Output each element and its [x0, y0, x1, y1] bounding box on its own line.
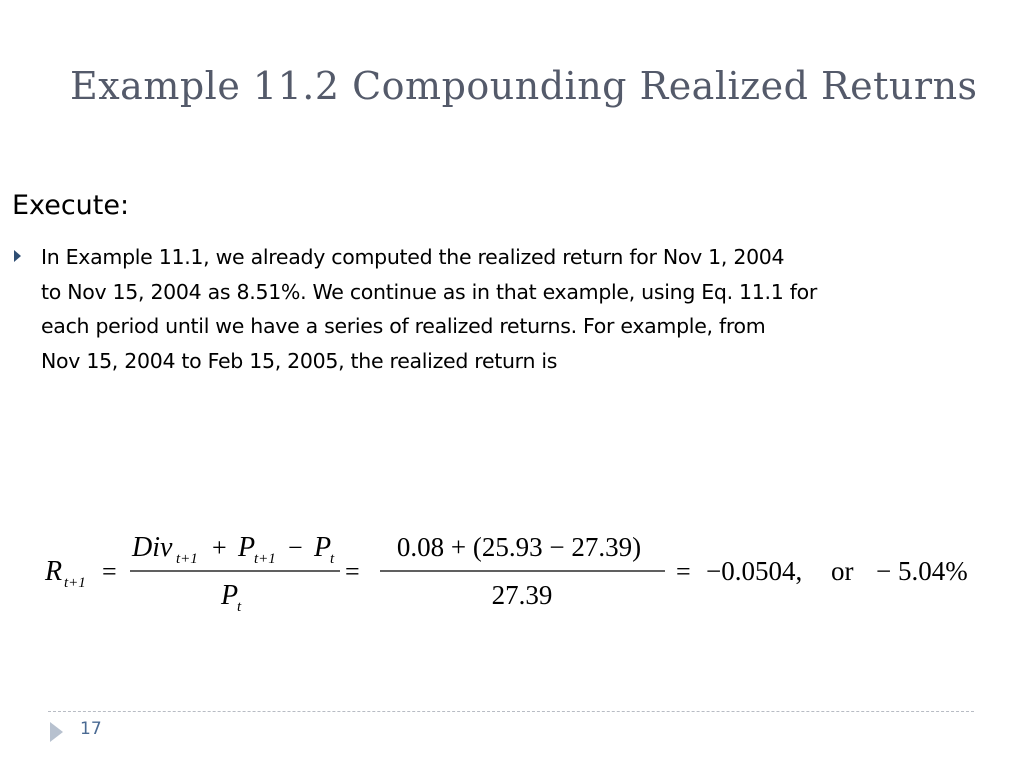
eq-value-den: 27.39 — [491, 580, 553, 610]
footer-divider — [48, 711, 974, 712]
eq-num-div: Div — [132, 532, 173, 563]
eq-den-sub: t — [237, 599, 242, 615]
eq-num-p1: P — [238, 532, 256, 563]
eq-equals-2: = — [345, 557, 360, 586]
slide-title: Example 11.2 Compounding Realized Returns — [70, 64, 978, 108]
eq-lhs-sub: t+1 — [64, 575, 86, 591]
eq-conjunction: or — [831, 556, 854, 586]
footer-triangle-icon — [50, 722, 63, 742]
bullet-line-3: each period until we have a series of realized returns. For example, from — [41, 314, 766, 339]
eq-lhs: R — [45, 556, 63, 587]
eq-result-percent: − 5.04% — [876, 556, 968, 586]
eq-num-p2-sub: t — [330, 551, 335, 567]
eq-value-num: 0.08 + (25.93 − 27.39) — [396, 532, 642, 562]
eq-equals-3: = — [676, 557, 691, 586]
eq-num-p2: P — [314, 532, 332, 563]
bullet-line-1: In Example 11.1, we already computed the realized return for Nov 1, 2004 — [41, 245, 785, 269]
eq-result: −0.0504, — [706, 556, 803, 586]
eq-equals-1: = — [102, 557, 117, 586]
bullet-line-2: to Nov 15, 2004 as 8.51%. We continue as in that example, using Eq. 11.1 for — [41, 279, 818, 304]
bullet-triangle-icon — [14, 250, 21, 262]
equation — [40, 520, 1000, 630]
bullet-line-4: Nov 15, 2004 to Feb 15, 2005, the realized return is — [41, 348, 558, 373]
eq-den-p: P — [221, 580, 239, 611]
eq-num-div-sub: t+1 — [176, 551, 198, 567]
eq-num-minus: − — [288, 533, 303, 562]
section-heading: Execute: — [12, 190, 130, 221]
eq-num-plus: + — [212, 533, 227, 562]
page-number: 17 — [80, 719, 102, 739]
bullet-text — [41, 240, 941, 378]
eq-num-p1-sub: t+1 — [254, 551, 276, 567]
equation-svg — [40, 520, 1000, 630]
